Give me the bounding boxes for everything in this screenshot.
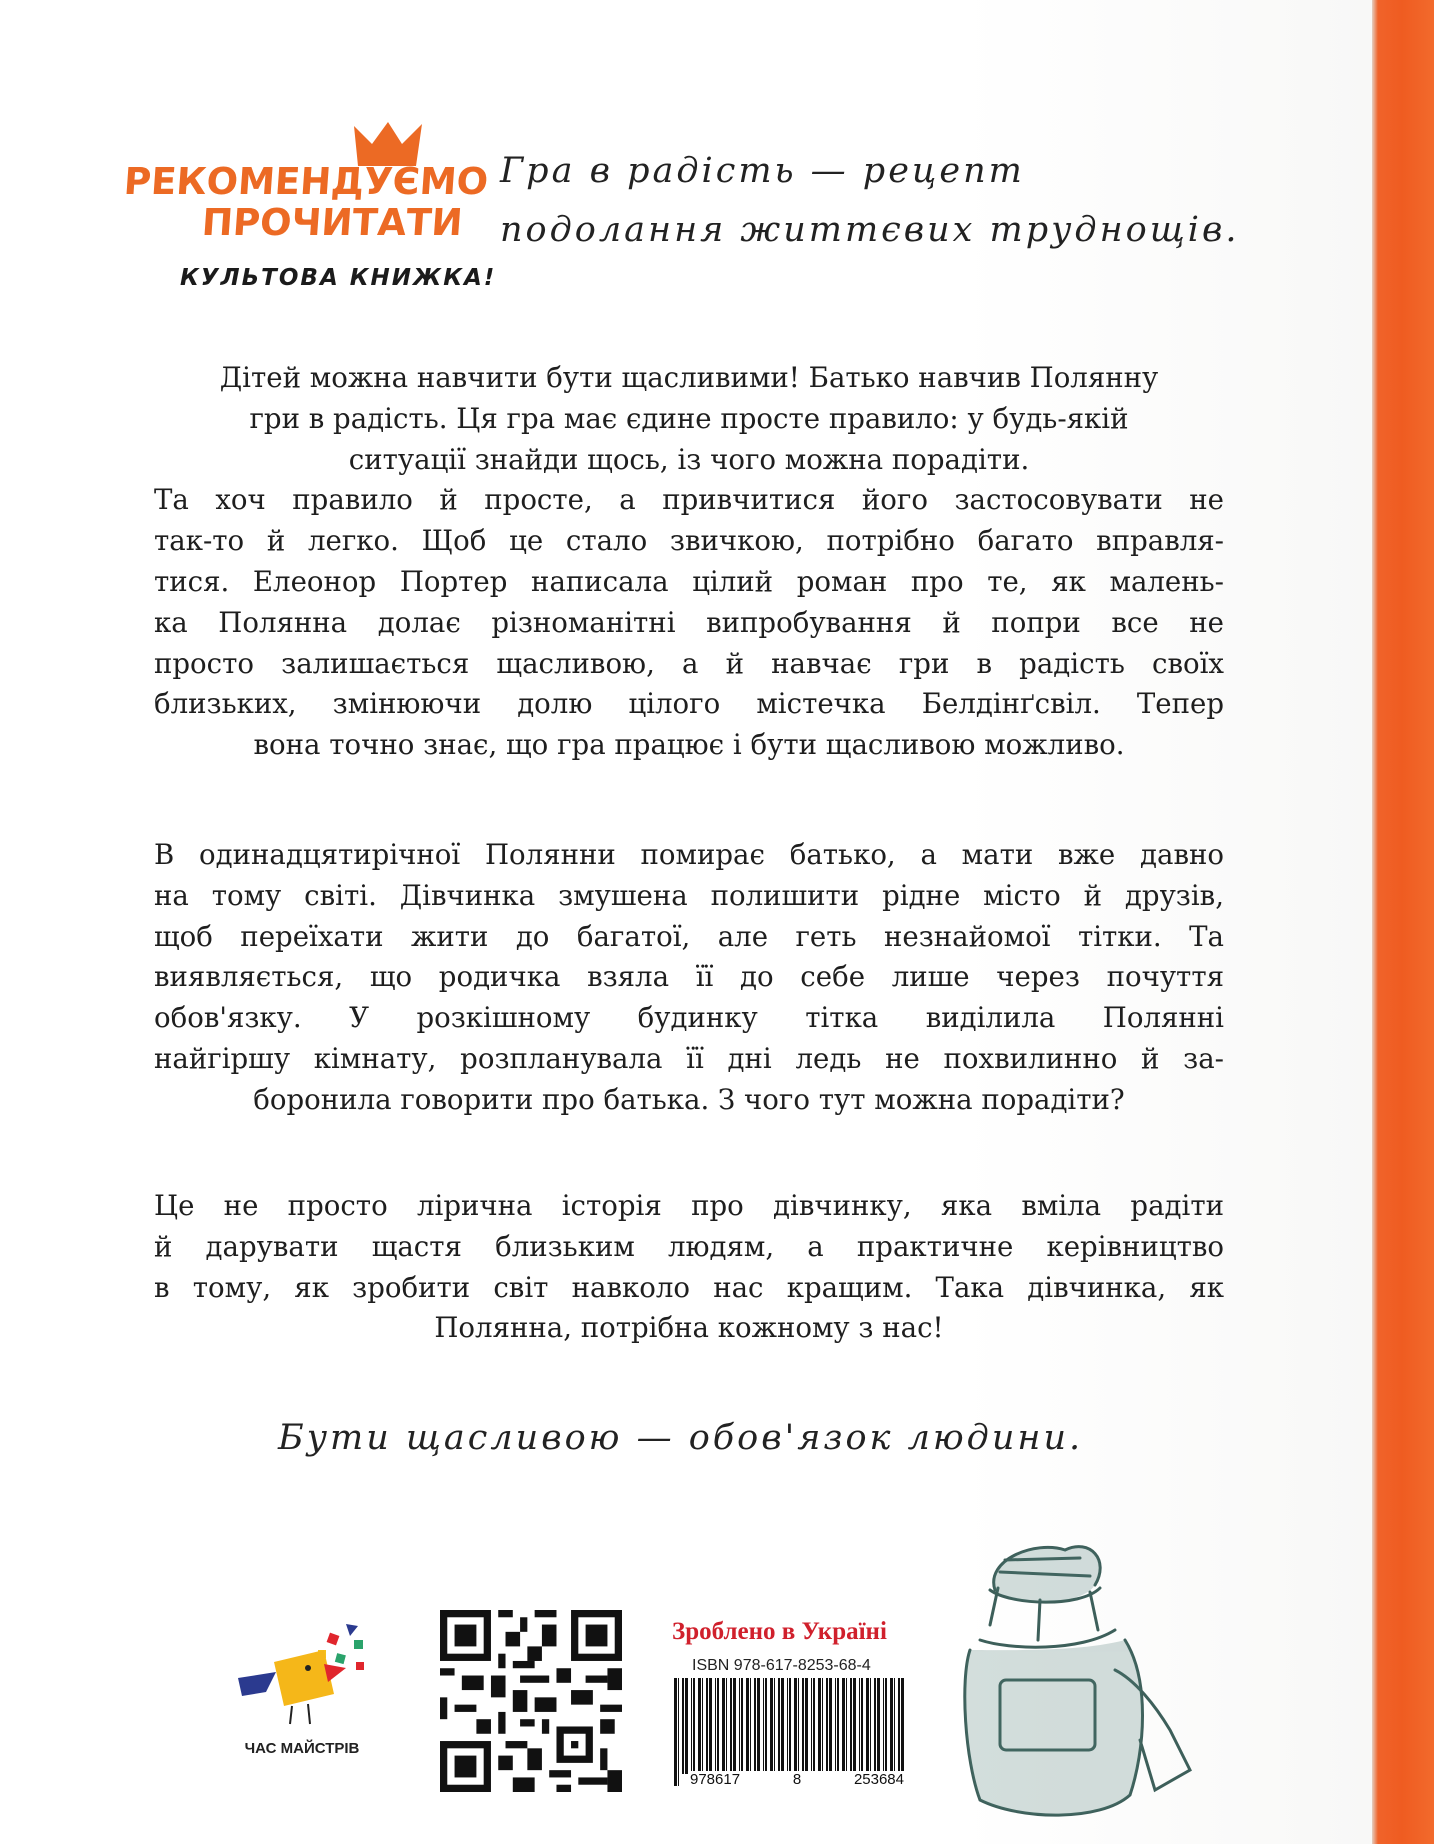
barcode-digits-group: 8 bbox=[792, 1771, 802, 1788]
barcode-bar bbox=[798, 1678, 799, 1774]
barcode-bar bbox=[754, 1678, 756, 1774]
barcode-bar bbox=[866, 1678, 869, 1774]
barcode-bar bbox=[885, 1678, 887, 1774]
text-line: просто залишається щасливою, а й навчає гри в радість своїх bbox=[154, 646, 1224, 680]
barcode-bar bbox=[822, 1678, 823, 1774]
barcode-bar bbox=[674, 1678, 677, 1786]
barcode-bar bbox=[678, 1678, 679, 1786]
barcode-bar bbox=[739, 1678, 740, 1774]
tagline-line-1: Гра в радість — рецепт bbox=[500, 151, 1025, 191]
barcode-bar bbox=[770, 1678, 773, 1774]
text-line: щоб переїхати жити до багатої, але геть незнайомої тітки. Та bbox=[154, 919, 1224, 953]
text-line: найгіршу кімнату, розпланувала її дні ледь не похвилинно й за- bbox=[154, 1041, 1224, 1075]
text-line: вона точно знає, що гра працює і бути щасливою можливо. bbox=[253, 728, 1125, 762]
tagline-line-2: подолання життєвих труднощів. bbox=[500, 210, 1240, 250]
text-line: боронила говорити про батька. З чого тут можна порадіти? bbox=[253, 1082, 1125, 1116]
barcode-bar bbox=[818, 1678, 821, 1774]
barcode-bar bbox=[874, 1678, 876, 1774]
barcode-digits-group: 978617 bbox=[690, 1771, 741, 1788]
text-line: в тому, як зробити світ навколо нас кращим. Така дівчинка, як bbox=[154, 1270, 1224, 1304]
barcode-bar bbox=[715, 1678, 716, 1774]
text-line: ка Полянна долає різноманітні випробування й попри все не bbox=[154, 605, 1224, 639]
barcode-bar bbox=[726, 1678, 727, 1774]
text-line: Та хоч правило й просте, а привчитися його застосовувати не bbox=[154, 483, 1224, 517]
barcode-bar bbox=[685, 1678, 688, 1774]
text-line: обов'язку. У розкішному будинку тітка виділила Полянні bbox=[154, 1001, 1224, 1035]
barcode-bar bbox=[837, 1678, 839, 1774]
barcode-bar bbox=[787, 1678, 788, 1786]
text-line: так-то й легко. Щоб це стало звичкою, потрібно багато вправля- bbox=[154, 524, 1224, 558]
barcode-bar bbox=[757, 1678, 760, 1774]
publisher-bird-logo-icon bbox=[236, 1620, 376, 1735]
barcode-bar bbox=[765, 1678, 767, 1774]
barcode-bar bbox=[778, 1678, 780, 1774]
barcode-bar bbox=[706, 1678, 708, 1774]
description-paragraph-1 bbox=[154, 358, 1224, 766]
barcode-bar bbox=[698, 1678, 701, 1774]
barcode-bar bbox=[746, 1678, 749, 1774]
barcode-digits-group: 253684 bbox=[853, 1771, 904, 1788]
barcode-digits bbox=[688, 1771, 906, 1788]
barcode-bar bbox=[805, 1678, 808, 1774]
barcode-bar bbox=[859, 1678, 860, 1774]
text-line: Полянна, потрібна кожному з нас! bbox=[434, 1311, 944, 1345]
barcode-bar bbox=[693, 1678, 695, 1774]
barcode-bar bbox=[846, 1678, 847, 1774]
barcode-bar bbox=[890, 1678, 893, 1774]
text-line: Це не просто лірична історія про дівчинку, яка вміла радіти bbox=[154, 1189, 1224, 1222]
barcode-bar bbox=[813, 1678, 815, 1774]
barcode-bar bbox=[853, 1678, 856, 1774]
barcode-bar bbox=[850, 1678, 852, 1774]
publisher-name: ЧАС МАЙСТРІВ bbox=[244, 1740, 360, 1757]
barcode-bar bbox=[789, 1678, 791, 1786]
barcode-bar bbox=[835, 1678, 836, 1774]
text-line: близьких, змінюючи долю цілого містечка Белдінґсвіл. Тепер bbox=[154, 687, 1224, 721]
barcode-bar bbox=[811, 1678, 812, 1774]
barcode-bar bbox=[702, 1678, 703, 1774]
barcode-bar bbox=[682, 1678, 684, 1774]
badge-line-1: РЕКОМЕНДУЄМО bbox=[122, 160, 490, 203]
barcode-bar bbox=[763, 1678, 764, 1774]
barcode-bar bbox=[781, 1678, 784, 1774]
text-line: виявляється, що родичка взяла її до себе лише через почуття bbox=[154, 960, 1224, 994]
text-line: Дітей можна навчити бути щасливими! Батько навчив Полянну bbox=[219, 361, 1159, 394]
book-spine-edge bbox=[1372, 0, 1434, 1844]
text-line: тися. Елеонор Портер написала цілий роман про те, як малень- bbox=[154, 564, 1224, 598]
description-paragraph-2 bbox=[154, 835, 1224, 1121]
made-in-ukraine-label: Зроблено в Україні bbox=[672, 1618, 887, 1645]
barcode-bar bbox=[722, 1678, 725, 1774]
text-line: гри в радість. Ця гра має єдине просте правило: у будь-якій bbox=[249, 401, 1129, 435]
barcode-bar bbox=[794, 1678, 797, 1774]
barcode-bar bbox=[861, 1678, 863, 1774]
barcode-bar bbox=[774, 1678, 775, 1774]
text-line: й дарувати щастя близьким людям, а практичне керівництво bbox=[154, 1229, 1224, 1263]
barcode-bar bbox=[691, 1678, 692, 1774]
barcode-bar bbox=[802, 1678, 804, 1774]
barcode-bar bbox=[709, 1678, 712, 1774]
jar-illustration-icon bbox=[940, 1530, 1230, 1830]
barcode-bar bbox=[730, 1678, 732, 1774]
barcode-bar bbox=[750, 1678, 751, 1774]
text-line: В одинадцятирічної Полянни помирає батько, а мати вже давно bbox=[154, 838, 1224, 871]
isbn-label: ISBN 978-617-8253-68-4 bbox=[692, 1657, 871, 1674]
text-line: на тому світі. Дівчинка змушена полишити рідне місто й друзів, bbox=[154, 878, 1224, 912]
barcode-bar bbox=[877, 1678, 880, 1774]
barcode-bar bbox=[870, 1678, 871, 1774]
barcode-bar bbox=[883, 1678, 884, 1774]
barcode-bar bbox=[842, 1678, 845, 1774]
barcode-bar bbox=[901, 1678, 904, 1786]
barcode-bar bbox=[741, 1678, 743, 1774]
qr-code[interactable] bbox=[440, 1610, 622, 1792]
cult-book-label: КУЛЬТОВА КНИЖКА! bbox=[180, 265, 497, 291]
barcode-bar bbox=[717, 1678, 719, 1774]
badge-line-2: ПРОЧИТАТИ bbox=[200, 201, 464, 244]
barcode-bar bbox=[733, 1678, 736, 1774]
barcode-bar bbox=[898, 1678, 900, 1774]
barcode-bar bbox=[829, 1678, 832, 1774]
barcode-bar bbox=[894, 1678, 895, 1774]
description-paragraph-3 bbox=[154, 1186, 1224, 1349]
barcode-bar bbox=[826, 1678, 828, 1774]
text-line: ситуації знайди щось, із чого можна порадіти. bbox=[348, 442, 1030, 476]
closing-quote: Бути щасливою — обов'язок людини. bbox=[278, 1418, 1084, 1458]
